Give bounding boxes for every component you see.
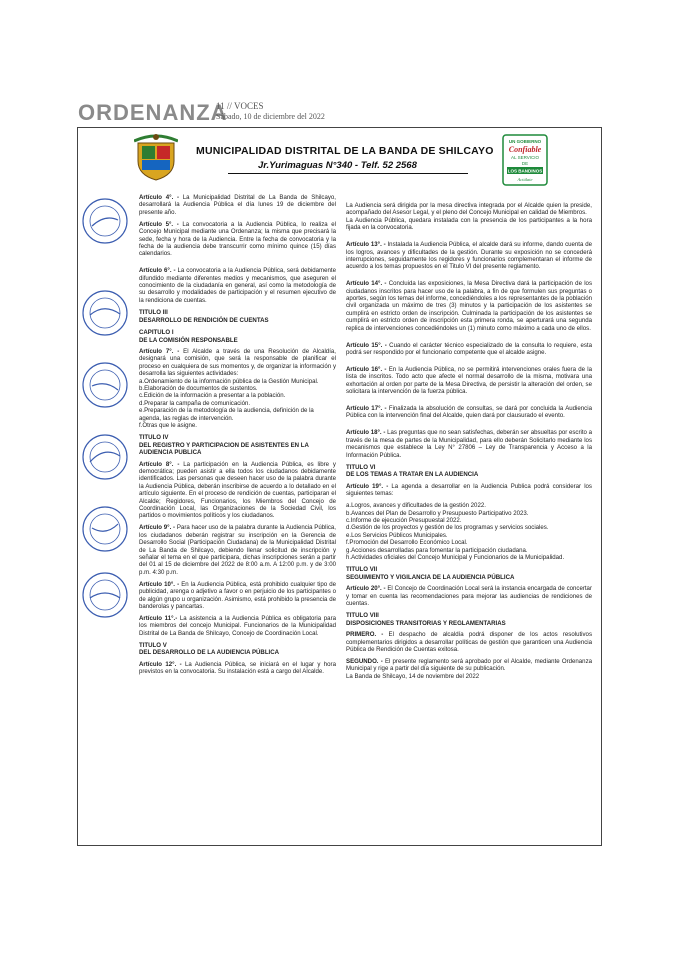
official-seal-icon [80,360,130,410]
paragraph: La Audiencia Pública, quedara instalada con la presencia de los participantes a la hora fijada en la convocatoria. [346,216,592,232]
left-column [139,194,336,680]
closing-place-date: La Banda de Shilcayo, 14 de noviembre del 2022 [346,672,480,680]
article-19: Artículo 19°. - La agenda a desarrollar en la Audiencia Publica podrá considerar los siguientes temas: [346,482,592,498]
title-8-heading: TITULO VIII DISPOSICIONES TRANSITORIAS Y REGLAMENTARIAS [346,612,506,627]
article-6: Artículo 6°. - La convocatoria a la Audiencia Pública, será debidamente difundido mediante diferentes medios y mecanismos, que aseguren el conocimiento de la ciudadanía en general, así como la metodología de su desarrollo y modalidades de participación y el resumen ejecutivo de la rendiciona de cuentas. [139,267,336,304]
article-17: Artículo 17°. - Finalizada la absolución de consultas, se dará por concluida la Audiencia Pública con la intervención final del Alcalde, quien dará por clausurado el evento. [346,405,592,420]
right-column [346,194,592,680]
article-10: Artículo 10°. - En la Audiencia Pública, está prohibido cualquier tipo de publicidad, arenga o adjetivo a favor o en perjuicio de los participantes o de algún grupo u organización. Asimismo, está prohibido la presencia de banderolas y pancartas. [139,580,336,610]
title-5-heading: TITULO V DEL DESARROLLO DE LA AUDIENCIA PÚBLICA [139,642,280,657]
page-number: 11 // VOCES [216,101,264,111]
article-16: Artículo 16°. - En la Audiencia Pública, no se permitirá intervenciones orales fuera de la lista de inscritos. Todo acto que afecte el normal desarrollo de la misma, motivara una exhortación al orden por parte de la Mesa Directiva, de persistir la alteración del orden, se solicitara la intervención de la fuerza pública. [346,365,592,396]
article-7: Artículo 7°. - El Alcalde a través de una Resolución de Alcaldía, designará una comisión, que será la responsable de planificar el proceso en cualquiera de sus momentos y, de organizar la información y desarrolla las siguientes actividades: [139,347,336,378]
svg-text:AL SERVICIO: AL SERVICIO [510,155,540,160]
provision-first: PRIMERO. - El despacho de alcaldía podrá disponer de los actos resolutivos complementarios dirigidos a desarrollar políticas de gestión que garanticen una Audiencia Pública de Rendición de Cuentas exitosa. [346,631,592,653]
official-seal-icon [80,570,130,620]
article-14: Artículo 14°. - Concluida las exposiciones, la Mesa Directiva dará la participación de los ciudadanos inscritos para hacer uso de la palabra, a fin de que formulen sus preguntas o aportes, según los temas del informe, concediéndoles a los representantes de la población civil organizada un máximo de tres (3) minutos y la participación de los asistentes se cumplirá en estricto orden de inscripción. Culminada la participación de los asistentes se cumplirá en estricto orden de inscripción esta primera ronda, se aperturará una segunda replica de intervenciones concediéndoles un (1) minuto como máximo a cada uno de ellos. [346,280,592,332]
article-9: Artículo 9°. - Para hacer uso de la palabra durante la Audiencia Pública, los ciudadanos deberán registrar su inscripción en la Gerencia de Desarrollo Social (Participación Ciudadana) de la Municipalidad Distrital de La Banda de Shilcayo, debiendo llenar solicitud de inscripción y señalar el tema en el que participara, dichas inscripciones serán a partir del 01 al 15 de diciembre del 2022 de 8:00 a.m. A 12:00 p.m. y de 3:00 p.m. 4:30 p.m. [139,524,336,576]
article-12: Artículo 12°. - La Audiencia Pública, se iniciará en el lugar y hora previstos en la convocatoria. Su instalación está a cargo del Alcalde. [139,660,336,676]
svg-text:DE: DE [521,161,529,166]
official-seal-icon [80,196,130,246]
svg-text:LOS BANDINOS: LOS BANDINOS [507,168,543,174]
svg-text:UN GOBIERNO: UN GOBIERNO [508,139,542,144]
svg-text:Confiable: Confiable [508,145,542,154]
article-5: Artículo 5°. - La convocatoria a la Audiencia Pública, lo realiza el Concejo Municipal mediante una Ordenanza; la misma que precisará la sede, fecha y hora de la Audiencia. Entre la fecha de convocatoria y la fecha de la audiencia debe transcurrir como mínimo quince (15) días calendarios. [139,220,336,258]
official-seal-icon [80,432,130,482]
article-13: Artículo 13°. - Instalada la Audiencia Pública, el alcalde dará su informe, dando cuenta de los logros, avances y dificultades de la gestión. Durante su exposición no se concederá interrupciones, seguidamente los regidores y funcionarios complementaran el informe de acuerdo a los temas propuestos en el Titulo VI del presente reglamento. [346,241,592,271]
article-4: Artículo 4°. - La Municipalidad Distrital de La Banda de Shilcayo, desarrollará la Audiencia Pública el día lunes 19 de diciembre del presente año. [139,194,336,216]
article-8: Artículo 8°. - La participación en la Audiencia Pública, es libre y democrática; pueden asistir a ella todos los ciudadanos debidamente identificados. Las personas que deseen hacer uso de la palabra durante la Audiencia Pública, deberán inscribirse de acuerdo a lo detallado en el artículo siguiente. En el proceso de rendición de cuentas, participaran el Alcalde; Regidores, Funcionarios, los Miembros del Concejo de Coordinación Local, las Organizaciones de la Sociedad Civil, los partidos o movimientos políticos y los ciudadanos. [139,460,336,520]
title-7-heading: TITULO VII SEGUIMIENTO Y VIGILANCIA DE LA AUDIENCIA PÚBLICA [346,566,515,581]
list-item: d.Preparar la campaña de comunicación. [139,399,251,407]
provision-second: SEGUNDO. - El presente reglamento será aprobado por el Alcalde, mediante Ordenanza Municipal y rige a partir del día siguiente de su publicación. [346,657,592,673]
list-item: g.Acciones desarrolladas para fomentar la participación ciudadana. [346,546,528,554]
municipality-address: Jr.Yurimaguas N°340 - Telf. 52 2568 [258,160,417,171]
list-item: f.Promoción del Desarrollo Económico Local. [346,539,468,547]
list-item: b.Elaboración de documentos de sustentos. [139,384,258,392]
paragraph: La Audiencia será dirigida por la mesa directiva integrada por el Alcalde quien la preside, acompañado del Asesor Legal, y el pleno del Concejo Municipal en calidad de Miembros. [346,202,592,217]
title-6-heading: TITULO VI DE LOS TEMAS A TRATAR EN LA AUDIENCIA [346,463,479,479]
list-item: c.Edición de la información a presentar a la población. [139,392,286,400]
publication-date: Sábado, 10 de diciembre del 2022 [216,112,325,121]
official-seal-icon [80,288,130,338]
municipality-name: MUNICIPALIDAD DISTRITAL DE LA BANDA DE SHILCAYO [196,145,494,157]
list-item: f.Otras que le asigne. [139,421,197,429]
ordinance-page [77,127,602,846]
article-18: Artículo 18°. - Las preguntas que no sean satisfechas, deberán ser absueltas por escrito a través de la mesa de partes de la Municipalidad, para ello deberán Solicitarlo mediante los mecanismos que establece la Ley N° 27806 – Ley de Transparencia y Acceso a la Información Pública. [346,429,593,459]
title-4-heading: TITULO IV DEL REGISTRO Y PARTICIPACION DE ASISTENTES EN LA AUDIENCIA PUBLICA [139,434,309,457]
municipality-header [78,128,601,188]
list-item: e.Preparación de la metodología de la audiencia, definición de la agenda, las reglas de intervención. [139,407,314,422]
list-item: c.Informe de ejecución Presupuestal 2022. [346,516,462,524]
header-divider [228,173,468,174]
list-item: e.Los Servicios Públicos Municipales. [346,531,448,539]
list-item: a.Logros, avances y dificultades de la gestión 2022. [346,502,486,510]
article-20: Artículo 20°. - El Concejo de Coordinación Local será la instancia encargada de concertar y tomar en cuenta las recomendaciones para mejorar las audiencias de rendiciones de cuentas. [346,585,592,607]
masthead [78,100,608,126]
section-title: ORDENANZA [78,100,228,125]
list-item: h.Actividades oficiales del Concejo Municipal y Funcionarios de la Municipalidad. [346,553,565,561]
list-item: d.Gestión de los proyectos y gestión de los programas y servicios sociales. [346,524,549,532]
article-15: Artículo 15°. - Cuando el carácter técnico especializado de la consulta lo requiere, esta podrá ser respondido por el funcionario competente que el alcalde asigne. [346,341,592,356]
official-seal-icon [80,504,130,554]
svg-text:Actúlate: Actúlate [517,177,533,182]
title-3-heading: TITULO III DESARROLLO DE RENDICIÓN DE CUENTAS [139,309,269,324]
chapter-1-heading: CAPITULO I DE LA COMISIÓN RESPONSABLE [139,329,238,344]
municipal-coat-of-arms-icon [134,133,178,181]
list-item: b.Avances del Plan de Desarrollo y Presupuesto Participativo 2023. [346,509,529,517]
list-item: a.Ordenamiento de la información pública de la Gestión Municipal. [139,377,319,385]
article-11: Artículo 11°.- La asistencia a la Audiencia Pública es obligatoria para los miembros del concejo Municipal. Funcionarios de la Municipalidad Distrital de La Banda de Shilcayo, Concejo de Coordinación Local. [139,614,336,637]
government-slogan-badge-icon [502,134,548,186]
